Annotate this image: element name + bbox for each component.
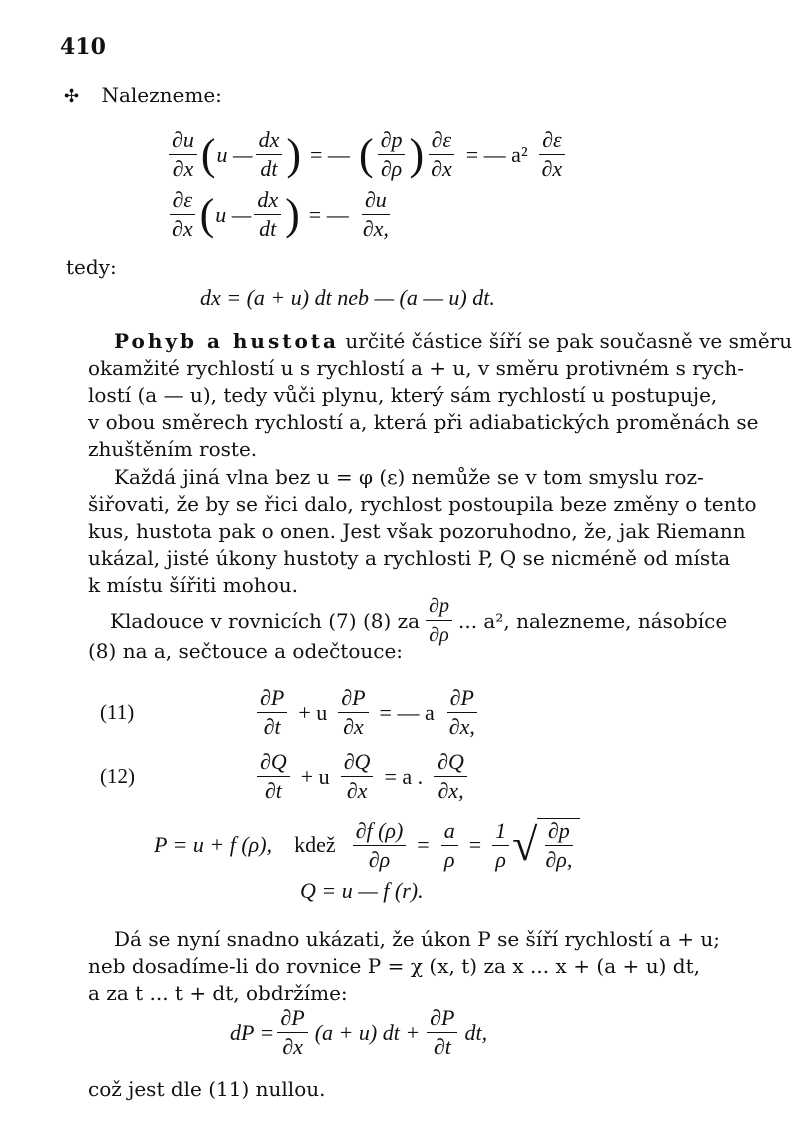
fraction: $\frac{1}{\rho}$ <box>492 819 509 872</box>
fraction: $\frac{a}{\rho}$ <box>441 819 458 872</box>
tedy-label: tedy: <box>66 255 117 279</box>
fraction: $\frac{\partial p}{\partial\rho}$ <box>426 594 452 647</box>
equation-13: P = u + f (ρ), kdež $\frac{\partial f (\rho)}{\partial\rho}$ = $\frac{a}{\rho}$ = $\frac{1}{\rho}$ √ $\frac{\partial p}{\partial\rho,}$ <box>154 818 580 872</box>
paragraph-4: Dá se nyní snadno ukázati, že úkon P se šíří rychlostí a + u; neb dosadíme-li do rovnice P = χ (x, t) za x ... x + (a + u) dt, a za t ... t + dt, obdržíme: <box>88 927 720 1005</box>
equation-11: $\frac{\partial P}{\partial t}$ + u $\frac{\partial P}{\partial x}$ = — a $\frac{\partial P}{\partial x,}$ <box>254 686 481 739</box>
page-number: 410 <box>60 34 106 60</box>
fraction: $\frac{\partial f (\rho)}{\partial\rho}$ <box>353 819 407 872</box>
equation-2: $\frac{\partial\varepsilon}{\partial x}$ ( u — $\frac{dx}{dt}$ ) = — $\frac{\partial u}{\partial x,}$ <box>166 188 395 241</box>
fraction: $\frac{dx}{dt}$ <box>254 188 281 241</box>
equation-11-label: (11) <box>100 700 135 724</box>
paragraph-3-line-2: (8) na a, sečtouce a odečtouce: <box>88 639 404 663</box>
fraction: $\frac{\partial\varepsilon}{\partial x}$ <box>539 128 566 181</box>
equation-1: $\frac{\partial u}{\partial x}$ ( u — $\frac{dx}{dt}$ ) = — ( $\frac{\partial p}{\partial\rho}$ ) $\frac{\partial\varepsilon}{\partial x}$ = — a² $\frac{\partial\varepsilon}{\partial x}$ <box>166 128 568 181</box>
fraction: $\frac{\partial P}{\partial x}$ <box>338 686 368 739</box>
equation-15: dP = $\frac{\partial P}{\partial x}$ (a + u) dt + $\frac{\partial P}{\partial t}$ dt, <box>230 1005 488 1059</box>
intro-text: Nalezneme: <box>101 83 222 107</box>
fraction: $\frac{\partial\varepsilon}{\partial x}$ <box>428 128 455 181</box>
equation-12: $\frac{\partial Q}{\partial t}$ + u $\frac{\partial Q}{\partial x}$ = a . $\frac{\partial Q}{\partial x,}$ <box>254 750 470 803</box>
fraction: $\frac{\partial u}{\partial x}$ <box>169 128 197 181</box>
cross-ornament-icon: ✣ <box>64 86 80 107</box>
paragraph-3-line-1: Kladouce v rovnicích (7) (8) za $\frac{\partial p}{\partial\rho}$ ... a², nalezneme, násobíce <box>110 595 728 646</box>
equation-12-label: (12) <box>100 764 135 788</box>
fraction: $\frac{\partial Q}{\partial x}$ <box>341 750 374 803</box>
fraction: $\frac{\partial P}{\partial x,}$ <box>446 686 478 739</box>
paragraph-2: Každá jiná vlna bez u = φ (ε) nemůže se v tom smyslu roz- šiřovati, že by se řici dalo, rychlost postoupila beze změny o tento kus, hustota pak o onen. Jest však pozoruhodno, že, jak Riemann ukázal, jisté úkony hustoty a rychlosti P, Q se nicméně od místa k místu šířiti mohou. <box>88 465 757 597</box>
paragraph-1: Pohyb a hustota určité částice šíří se pak současně ve směru okamžité rychlostí u s rychlostí a + u, v směru protivném s rych- lostí (a — u), tedy vůči plynu, který sám rychlostí u postupuje, v obou směrech rychlostí a, která při adiabatických proměnách se zhuštěním roste. <box>88 329 792 461</box>
fraction: $\frac{dx}{dt}$ <box>256 128 283 181</box>
square-root: √ $\frac{\partial p}{\partial\rho,}$ <box>512 818 580 872</box>
fraction: $\frac{\partial\varepsilon}{\partial x}$ <box>169 188 196 241</box>
fraction: $\frac{\partial P}{\partial t}$ <box>427 1006 457 1059</box>
fraction: $\frac{\partial Q}{\partial t}$ <box>257 750 290 803</box>
equation-14: Q = u — f (r). <box>300 878 424 903</box>
equation-3: dx = (a + u) dt neb — (a — u) dt. <box>200 285 495 310</box>
fraction: $\frac{\partial P}{\partial t}$ <box>257 686 287 739</box>
fraction: $\frac{\partial u}{\partial x,}$ <box>362 187 389 241</box>
fraction: $\frac{\partial P}{\partial x}$ <box>277 1006 307 1059</box>
fraction: $\frac{\partial Q}{\partial x,}$ <box>434 750 467 803</box>
fraction: $\frac{\partial p}{\partial\rho}$ <box>378 128 406 181</box>
intro-line <box>64 80 222 112</box>
closing-line: což jest dle (11) nullou. <box>88 1077 326 1101</box>
